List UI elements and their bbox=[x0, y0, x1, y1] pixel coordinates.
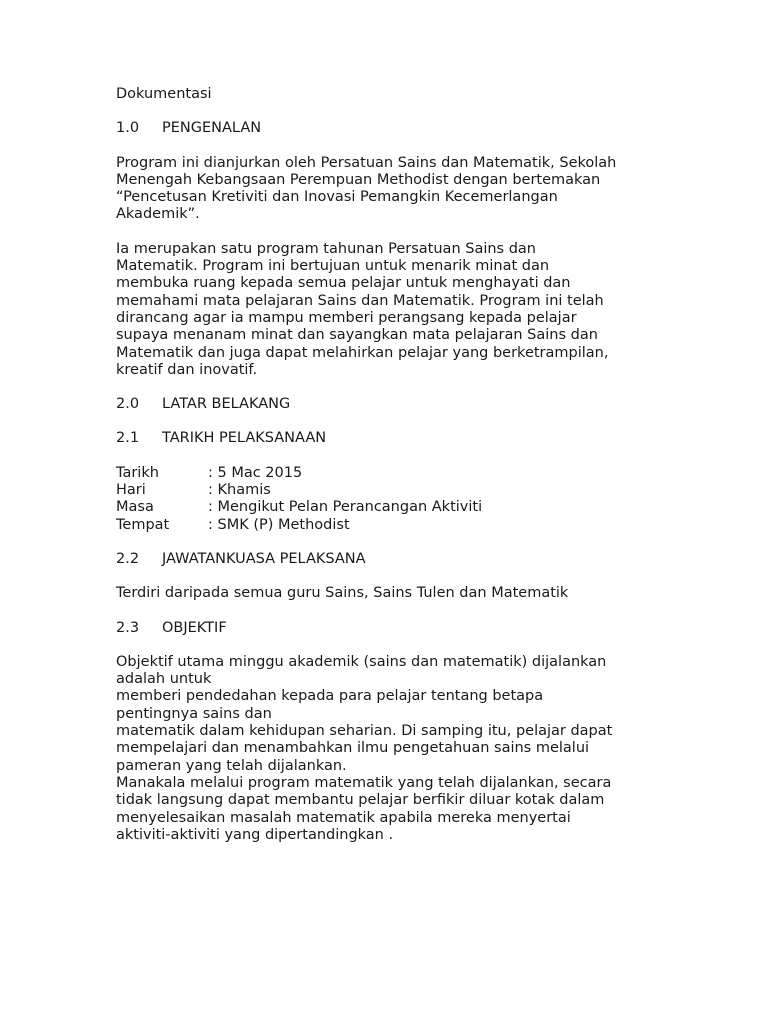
paragraph-program-description bbox=[116, 241, 656, 379]
section-heading-tarikh-pelaksanaan bbox=[116, 430, 656, 447]
section-title: JAWATANKUASA PELAKSANA bbox=[162, 550, 366, 567]
spacer bbox=[116, 138, 656, 155]
detail-value: : SMK (P) Methodist bbox=[208, 516, 350, 533]
text-line: tidak langsung dapat membantu pelajar berfikir diluar kotak dalam bbox=[116, 792, 605, 809]
section-number: 2.2 bbox=[116, 550, 140, 567]
detail-value: : 5 Mac 2015 bbox=[208, 464, 303, 481]
text-line: mempelajari dan menambahkan ilmu pengetahuan sains melalui bbox=[116, 740, 590, 757]
section-number: 1.0 bbox=[116, 120, 140, 137]
text-line: memahami mata pelajaran Sains dan Matematik. Program ini telah bbox=[116, 292, 604, 309]
text-line: Akademik”. bbox=[116, 206, 200, 223]
spacer bbox=[116, 448, 656, 465]
section-title: TARIKH PELAKSANAAN bbox=[162, 430, 327, 447]
detail-row-tempat bbox=[116, 517, 656, 534]
text-line: Matematik dan juga dapat melahirkan pelajar yang berketrampilan, bbox=[116, 344, 609, 361]
detail-value: : Khamis bbox=[208, 482, 271, 499]
spacer bbox=[116, 603, 656, 620]
spacer bbox=[116, 637, 656, 654]
section-heading-latar-belakang bbox=[116, 396, 656, 413]
event-details bbox=[116, 465, 656, 534]
document-title: Dokumentasi bbox=[116, 86, 212, 102]
detail-label: Masa bbox=[116, 499, 154, 516]
section-title: LATAR BELAKANG bbox=[162, 396, 291, 413]
section-title: PENGENALAN bbox=[162, 120, 262, 137]
text-line: aktiviti-aktiviti yang dipertandingkan . bbox=[116, 826, 394, 843]
section-title: OBJEKTIF bbox=[162, 619, 227, 636]
text-line: supaya menanam minat dan sayangkan mata pelajaran Sains dan bbox=[116, 327, 598, 344]
text-line: memberi pendedahan kepada para pelajar tentang betapa bbox=[116, 688, 544, 705]
text-line: Manakala melalui program matematik yang telah dijalankan, secara bbox=[116, 774, 612, 791]
detail-row-hari bbox=[116, 482, 656, 499]
document-body bbox=[116, 86, 656, 844]
text-line: Matematik. Program ini bertujuan untuk menarik minat dan bbox=[116, 258, 550, 275]
detail-row-tarikh bbox=[116, 465, 656, 482]
section-heading-jawatankuasa bbox=[116, 551, 656, 568]
spacer bbox=[116, 103, 656, 120]
text-line: pentingnya sains dan bbox=[116, 705, 272, 722]
text-line: Objektif utama minggu akademik (sains dan matematik) dijalankan bbox=[116, 653, 607, 670]
text-line: pameran yang telah dijalankan. bbox=[116, 757, 347, 774]
paragraph-objective bbox=[116, 654, 656, 844]
text-line: Ia merupakan satu program tahunan Persatuan Sains dan bbox=[116, 240, 536, 257]
paragraph-intro bbox=[116, 155, 656, 224]
text-line: adalah untuk bbox=[116, 671, 212, 688]
text-line: membuka ruang kepada semua pelajar untuk menghayati dan bbox=[116, 275, 571, 292]
spacer bbox=[116, 568, 656, 585]
committee-text: Terdiri daripada semua guru Sains, Sains Tulen dan Matematik bbox=[116, 585, 569, 602]
text-line: Program ini dianjurkan oleh Persatuan Sains dan Matematik, Sekolah bbox=[116, 154, 617, 171]
text-line: menyelesaikan masalah matematik apabila mereka menyertai bbox=[116, 809, 571, 826]
text-line: dirancang agar ia mampu memberi perangsang kepada pelajar bbox=[116, 309, 577, 326]
text-line: kreatif dan inovatif. bbox=[116, 361, 258, 378]
spacer bbox=[116, 224, 656, 241]
section-heading-objektif bbox=[116, 620, 656, 637]
section-heading-pengenalan bbox=[116, 120, 656, 137]
spacer bbox=[116, 379, 656, 396]
text-line: Menengah Kebangsaan Perempuan Methodist dengan bertemakan bbox=[116, 171, 601, 188]
section-number: 2.1 bbox=[116, 430, 140, 447]
section-number: 2.3 bbox=[116, 619, 140, 636]
detail-label: Hari bbox=[116, 482, 146, 499]
spacer bbox=[116, 534, 656, 551]
detail-value: : Mengikut Pelan Perancangan Aktiviti bbox=[208, 499, 483, 516]
detail-label: Tempat bbox=[116, 516, 170, 533]
text-line: “Pencetusan Kretiviti dan Inovasi Pemangkin Kecemerlangan bbox=[116, 189, 558, 206]
text-line: matematik dalam kehidupan seharian. Di samping itu, pelajar dapat bbox=[116, 723, 613, 740]
detail-row-masa bbox=[116, 499, 656, 516]
detail-label: Tarikh bbox=[116, 464, 159, 481]
spacer bbox=[116, 413, 656, 430]
section-number: 2.0 bbox=[116, 396, 140, 413]
